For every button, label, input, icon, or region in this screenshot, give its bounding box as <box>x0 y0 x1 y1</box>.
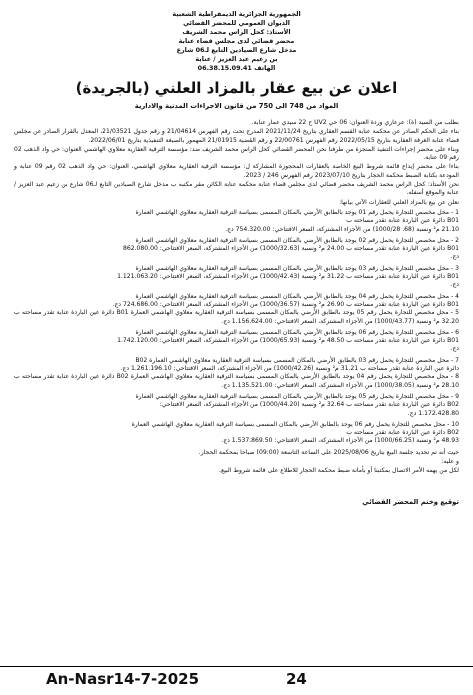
lot-line: دج. <box>450 345 459 353</box>
lot-line: 1 - محل مخصص للتجارة يحمل رقم 01 يوجد بالطابق الأرضي بالمكان المسمى بسياسة الترقية العقارية معلاوي الهاشمي العمارة <box>135 208 459 216</box>
header-line: الأستاذ: كحل الراس محمد الشريف <box>182 28 291 36</box>
lot-line: 10 - محل مخصص للتجارة يحمل رقم 06 يوجد بالطابق الأرضي بالمكان المسمى بسياسة الترقية العقارية معلاوي الهاشمي العمارة <box>131 420 459 428</box>
phone-number: 06.38.15.09.41 <box>197 64 252 72</box>
lot-line: 5 - محل مخصص للتجارة يحمل رقم 05 يوجد بالطابق الأرضي بالمكان المسمى بسياسة الترقية العقارية معلاوي الهاشمي العمارة B01 دائرة عين الباردة عنابة تقدر مساحته ب 32.20 م² ونسبة (1000/43.77) من الأجزاء المشتركة، السعر الافتتاحي: 1.156.624.00 دج. <box>14 309 459 325</box>
lot-line: دج. <box>450 253 459 261</box>
lot-line: B02 دائرة عين الباردة عنابة تقدر مساحته ب 32.64 م² ونسبة (1000/44.20) من الأجزاء المشتركة، السعر الافتتاحي: <box>159 401 459 409</box>
lot-line: 7 - محل مخصص للتجارة يحمل رقم 03 بالطابق الأرضي بالمكان المسمى بسياسة الترقية العقارية معلاوي الهاشمي العمارة B02 <box>135 356 459 364</box>
lot-line: دائرة عين الباردة عنابة تقدر مساحته ب 31.21 م² ونسبة (1000/42.26) من الأجزاء المشتركة، السعر الافتتاحي: 1.261.196.10 دج. <box>120 365 459 373</box>
page-number: 24 <box>286 670 307 688</box>
lot-line: B01 دائرة عين الباردة عنابة تقدر مساحته ب <box>346 217 459 225</box>
header-line: مدخل شارع الصيادين التابع لـ06 شارع <box>176 46 297 54</box>
page-footer <box>0 666 473 695</box>
header-line: محضر قضائي لدى مجلس قضاء عنابة <box>178 37 295 45</box>
lot-item <box>14 357 459 390</box>
lot-line: 9 - محل مخصص للتجارة يحمل رقم 05 يوجد بالطابق الأرضي بالمكان المسمى بسياسة الترقية العقارية معلاوي الهاشمي العمارة <box>135 392 459 400</box>
bailiff-header <box>14 10 459 73</box>
body-paragraph: وبناء على محضر إجراءات التنفيذ المنجزة من طرفنا نحن المحضر القضائي كحل الراس محمد الشريف ضد: مؤسسة الترقية العقارية معلاوي الهاشمي العنوان: حي واد الذهب 02 رقم 09 عنابة. <box>14 145 459 162</box>
closing-paragraph: حيث أنه تم تحديد جلسة البيع بتاريخ 2025/08/06 على الساعة التاسعة (09:00) صباحا بمحكمة الحجار. <box>198 448 459 456</box>
phone-label: الهاتف <box>254 64 276 72</box>
lot-line: B01 دائرة عين الباردة عنابة تقدر مساحته ب 31.22 م² ونسبة (1000/42.43) من الأجزاء المشتركة، السعر الافتتاحي: 1.121.063.20 <box>117 273 459 281</box>
lot-line: 48.93 م² ونسبة (1000/66.25) من الأجزاء المشتركة، السعر الافتتاحي: 1.537.869.50 دج. <box>221 437 459 445</box>
lot-line: 2 - محل مخصص للتجارة يحمل رقم 02 يوجد بالطابق الأرضي بالمكان المسمى بسياسة الترقية العقارية معلاوي الهاشمي العمارة <box>135 236 459 244</box>
body-paragraph: بناء على الحكم الصادر عن محكمة عنابة القسم العقاري بتاريخ 2021/11/24 المدرج تحت رقم الفهرس 21/04614 و رقم جدول 21/03521، المعدل بالقرار الصادر عن مجلس قضاء عنابة الغرفة العقارية بتاريخ 2022/05/15 رقم الفهرس 22/00761 و رقم القضية 21/01915 المهمور بالصيغة التنفيذية بتاريخ 2022/06/01. <box>14 128 459 144</box>
header-line <box>14 64 459 73</box>
signature-line: توقيع وختم المحضر القضائي <box>362 497 459 506</box>
closing-paragraph: لكل من يهمه الأمر الاتصال بمكتبنا أو بأمانة ضبط محكمة الحجار للاطلاع على قائمة شروط البيع. <box>219 467 459 475</box>
lot-line: B01 دائرة عين الباردة عنابة تقدر مساحته ب 26.90 م² ونسبة (1000/36.57) من الأجزاء المشتركة، السعر الافتتاحي: 724.686.00 دج. <box>112 300 459 308</box>
body-paragraph: نحن الأستاذ: كحل الراس محمد الشريف محضر قضائي لدى مجلس قضاء عنابة محكمة عنابة الكائن مقر مكتبه ب مدخل شارع الصيادين التابع لـ06 شارع بن زعيم عبد العزيز / عنابة والموقع أسفله. <box>14 181 459 197</box>
announcement-body <box>14 119 459 476</box>
publication-date: An-Nasr14-7-2025 <box>46 670 200 688</box>
body-paragraph: بطلب من السيد (ة): عرعاري وردة العنوان: 06 حي UV2 ح 22 سيدي عمار عنابة. <box>251 119 459 126</box>
lot-line: 3 - محل مخصص للتجارة يحمل رقم 03 يوجد بالطابق الأرضي بالمكان المسمى بسياسة الترقية العقارية معلاوي الهاشمي العمارة <box>135 264 459 272</box>
lot-line: B01 دائرة عين الباردة عنابة تقدر مساحته ب 48.50 م² ونسبة (1000/65.93) من الأجزاء المشتركة، السعر الافتتاحي: 1.742.120.00 <box>117 337 459 345</box>
lot-item <box>14 209 459 234</box>
lot-line: 21.10 م² ونسبة (68. 1000/28) من الأجزاء المشتركة، السعر الافتتاحي: 754.320.00 دج. <box>225 225 459 233</box>
lot-line: B02 دائرة عين الباردة عنابة تقدر مساحته ب <box>346 429 459 437</box>
lot-item <box>14 293 459 326</box>
lot-item <box>14 393 459 418</box>
lot-line: B01 دائرة عين الباردة عنابة تقدر مساحته ب 24.00 م² ونسبة (1000/32.63) من الأجزاء المشتركة، السعر الافتتاحي: 862.080.00 <box>122 245 459 253</box>
closing-paragraph: و عليه: <box>441 457 459 465</box>
announcement-title: اعلان عن بيع عقار بالمزاد العلني (بالجريدة) <box>75 79 398 97</box>
lot-line: دج. <box>450 281 459 289</box>
lot-item <box>14 237 459 262</box>
header-line: بن زعيم عبد العزيز / عنابة <box>195 55 278 63</box>
lot-item <box>14 265 459 290</box>
body-paragraph: بناءا على محضر إيداع قائمة شروط البيع الخاصة بالعقارات المحجوزة المشاركة ل: مؤسسة الترقية العقارية معلاوي الهاشمي، العنوان: حي واد الذهب 02 رقم 09 عنابة و المودعة بكتابة الضبط محكمة الحجار بتاريخ 2023/07/10 رقم الفهرس 246 / 2023. <box>14 163 459 179</box>
lot-line: 6 - محل مخصص للتجارة يحمل رقم 06 يوجد بالطابق الأرضي بالمكان المسمى بسياسة الترقية العقارية معلاوي الهاشمي العمارة <box>135 328 459 336</box>
lot-line: 1.172.428.80 دج. <box>407 409 459 417</box>
lot-item <box>14 329 459 354</box>
body-paragraph: نعلن عن بيع بالمزاد العلني للعقارات الآتي بيانها: <box>339 198 459 206</box>
announcement-subtitle: المواد من 748 الى 750 من قانون الاجراءات المدنية والادارية <box>134 102 339 110</box>
lot-line: 8 - محل مخصص للتجارة يحمل رقم 04 يوجد بالطابق الأرضي بالمكان المسمى بسياسة الترقية العقارية معلاوي الهاشمي العمارة B02 دائرة عين الباردة عنابة تقدر مساحته ب 28.10 م² ونسبة (1000/38.05) من الأجزاء المشتركة، السعر الافتتاحي: 1.135.521.00 دج. <box>14 373 459 389</box>
header-line: الديوان العمومي للمحضر القضائي <box>183 19 290 27</box>
lot-item <box>14 421 459 446</box>
header-line: الجمهورية الجزائرية الديمقراطية الشعبية <box>172 10 301 18</box>
lot-line: 4 - محل مخصص للتجارة يحمل رقم 04 يوجد بالطابق الأرضي بالمكان المسمى بسياسة الترقية العقارية معلاوي الهاشمي العمارة <box>135 292 459 300</box>
